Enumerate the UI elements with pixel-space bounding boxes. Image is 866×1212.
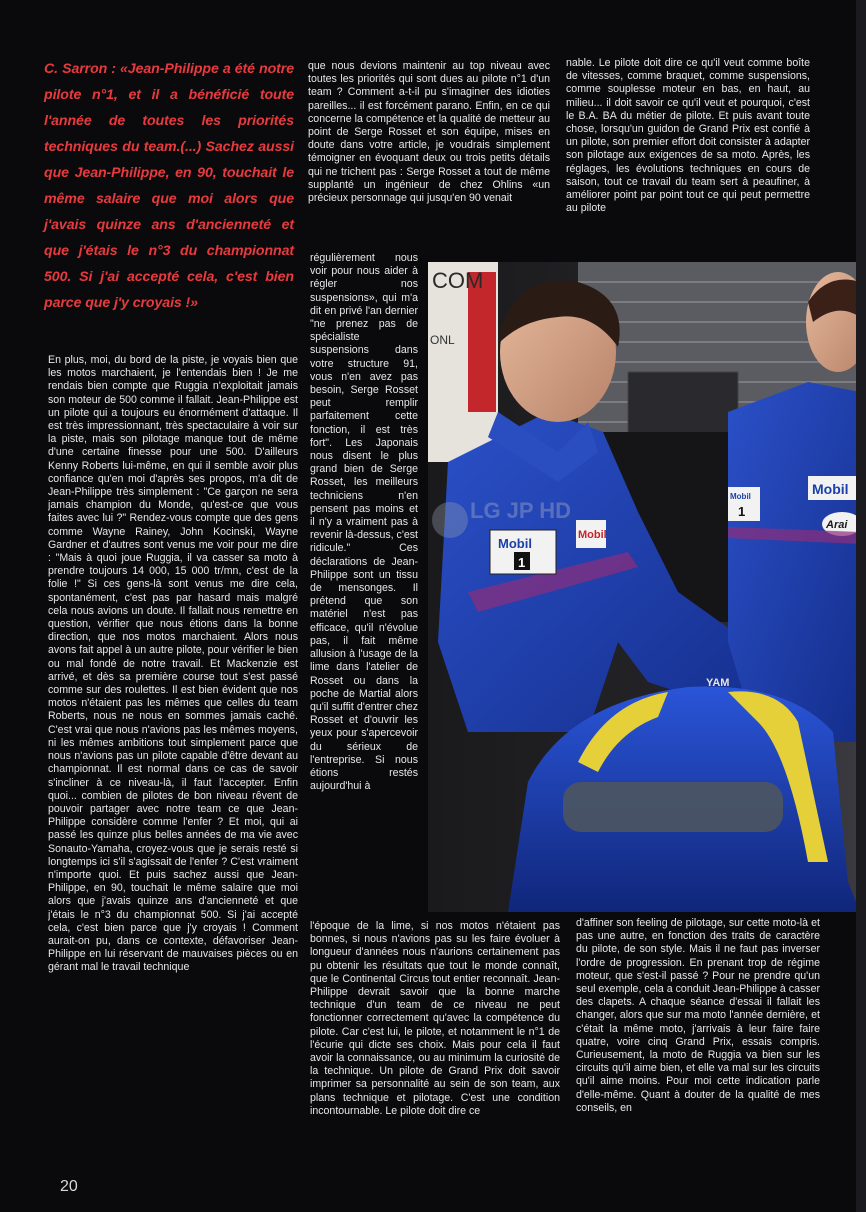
page-edge	[856, 0, 866, 1212]
column-2-bottom-text: l'époque de la lime, si nos motos n'étaient pas bonnes, si nous n'avions pas su les faire évoluer à longueur d'années nous n'aurions certainement pas pu obtenir les résultats que tout le monde connaît, que le Continental Circus tout entier reconnaît. Jean-Philippe devrait savoir que la bonne marche technique d'un team de ce niveau ne peut fonctionner correctement qu'avec la compétence du pilote. Car c'est lui, le pilote, et notamment le n°1 de l'écurie qui dicte ses choix. Mais pour cela il faut avoir la connaissance, ou au minimum la curiosité de la technique. Un pilote de Grand Prix doit savoir imprimer sa personnalité au sein de son team, aux plans technique et pilotage. C'est une condition incontournable. Le pilote doit dire ce	[310, 920, 560, 1117]
team-photo	[428, 262, 860, 912]
badge-number: 1	[518, 555, 526, 570]
right-chest-text: Mobil	[812, 481, 849, 497]
equipment-case	[628, 372, 738, 442]
page-number: 20	[60, 1178, 78, 1195]
article-column-2-top	[308, 60, 550, 250]
column-2-top-text: que nous devions maintenir au top niveau avec toutes les priorités qui sont dues au pilote n°1 d'un team ? Comment a-t-il pu s'imaginer des idioties pareilles... il est forcément parano. Enfin, en ce qui concerne la compétence et la qualité de metteur au point de Serge Rosset et son équipe, mises en doute dans votre article, je voudrais simplement témoigner en évoquant deux ou trois petits détails qui ne trichent pas : Serge Rosset a tout de même supplanté un ingénieur de chez Ohlins «un précieux personnage qui jusqu'en 90 venait	[308, 60, 550, 205]
article-column-3-bottom	[576, 917, 820, 1167]
watermark-text: LG JP HD	[470, 498, 572, 523]
article-column-3-top	[566, 57, 810, 267]
column-3-bottom-text: d'affiner son feeling de pilotage, sur cette moto-là et pas une autre, en fonction des traits de caractère du pilote, de son style. Mais il ne faut pas inverser l'ordre de progression. En prenant trop de régime moteur, que s'est-il passé ? Pour ne prendre qu'un seul exemple, cela a conduit Jean-Philippe à casser des clapets. A chaque séance d'essai il fallait les changer, alors que sur ma moto l'année dernière, et c'était la même moto, j'arrivais à leur faire faire quatre, voire cinq Grand Prix, essais compris. Curieusement, la moto de Ruggia va bien sur les circuits qu'il aime bien, et elle va mal sur les circuits qu'il aime moins. Pour moi cette indication parle d'elle-même. Quant à douter de la qualité de mes conseils, en	[576, 917, 820, 1114]
right-helmet-text: Arai	[826, 519, 848, 531]
photo-illustration	[428, 262, 860, 912]
column-1-text: En plus, moi, du bord de la piste, je voyais bien que les motos marchaient, je l'entendais bien ! Je me rendais bien compte que Ruggia n'exploitait jamais son moteur de 500 comme il fallait. Jean-Philippe est un pilote qui a toujours eu énormément d'attaque. Il est très impressionnant, très spectaculaire à voir sur la piste, mais son pilotage manque tout de même d'une certaine finesse pour une 500. D'ailleurs Kenny Roberts lui-même, en qui il semble avoir plus confiance qu'en moi d'après ses propos, m'a dit de Jean-Philippe très simplement : "Ce garçon ne sera jamais champion du Monde, qu'est-ce que vous faites avec lui ?" Rendez-vous compte que des gens comme Wayne Rainey, John Kocinski, Wayne Gardner et d'autres sont venus me voir pour me dire : "Mais à quoi joue Ruggia, il va casser sa moto à prendre toujours 14 000, 15 000 tr/mn, c'est de la folie !" Si ces gens-là sont venus me dire cela, spontanément, c'est pas par hasard mais malgré cela nous avions un doute. Il fallait nous remettre en question, vérifier que nous étions dans la bonne direction, que nos motos marchaient. Alors nous avons fait appel à un autre pilote, pour vérifier le bien ou mal fondé de notre travail. Et Mackenzie est arrivé, et dès sa première course tout s'est passé comme sur des roulettes. Il est bien évident que nos motos n'étaient pas les mêmes que celles du team Roberts, nous ne nous en sommes jamais caché. C'est vrai que nous n'avions pas les mêmes moyens, ni les mêmes ambitions tout simplement parce que nous n'avions pas un pilote capable d'être devant au championnat. Il est normal dans ce cas de savoir s'incliner à ce niveau-là, il faut l'accepter. Enfin quoi... combien de pilotes de bon niveau rêvent de pouvoir partager avec notre team ce que Jean-Philippe considère comme l'enfer ? Et moi, qui ai passé les quinze plus belles années de ma vie avec Sonauto-Yamaha, croyez-vous que je serais resté si longtemps ici s'il s'agissait de l'enfer ? C'est vraiment n'importe quoi. Et puis sachez aussi que Jean-Philippe, en 90, touchait le même salaire que moi alors que j'avais quinze ans d'ancienneté et que j'étais le n°3 du championnat 500. Si j'ai accepté cela, c'est bien parce que j'y croyais ! Comment aurait-on pu, dans ce contexte, défavoriser Jean-Philippe en lui réservant de mauvaises pièces ou en gérant mal le travail technique	[48, 354, 298, 974]
badge-text: Mobil	[498, 536, 532, 551]
right-sleeve-number: 1	[738, 504, 746, 519]
pull-quote: C. Sarron : «Jean-Philippe a été notre pilote n°1, et il a bénéficié toute l'année de toutes les priorités techniques du team.(...) Sachez aussi que Jean-Philippe, en 90, touchait le même salaire que moi alors que j'avais quinze ans d'ancienneté et que j'étais le n°3 du championnat 500. Si j'ai accepté cela, c'est bien parce que j'y croyais !»	[44, 61, 294, 311]
sign-text: COM	[432, 268, 484, 293]
column-3-top-text: nable. Le pilote doit dire ce qu'il veut comme boîte de vitesses, comme braquet, comme suspensions, comme souplesse moteur en bas, en haut, au milieu... il doit savoir ce qu'il veut et pourquoi, c'est le B.A. BA du métier de pilote. Et puis avant toute chose, lorsqu'un guidon de Grand Prix est confié à un pilote, son premier effort doit consister à adapter son pilotage aux exigences de sa moto. Après, les réglages, les évolutions techniques en cours de saison, tout ce travail du team sert à peaufiner, à améliorer point par point tout ce qui peut permettre au pilote	[566, 57, 810, 215]
article-column-2-bottom	[310, 920, 560, 1172]
bike-text: YAM	[706, 677, 730, 689]
article-column-2-narrow	[310, 252, 418, 917]
right-sleeve-text: Mobil	[730, 492, 751, 501]
chest-text: Mobil	[578, 529, 607, 541]
sign-text-2: ONL	[430, 333, 455, 347]
article-column-1	[48, 354, 298, 1172]
pit-sign	[428, 262, 498, 462]
column-2-narrow-text: régulièrement nous voir pour nous aider à régler nos suspensions», qui m'a dit en privé l'an dernier "ne prenez pas de spécialiste suspensions dans votre structure 91, vous n'en avez pas besoin, Serge Rosset peut remplir parfaitement cette fonction, il est très fort". Les Japonais nous disent le plus grand bien de Serge Rosset, les meilleurs techniciens n'en pensent pas moins et il n'y a vraiment pas à revenir là-dessus, c'est ridicule." Ces déclarations de Jean-Philippe sont un tissu de mensonges. Il prétend que son matériel n'est pas efficace, qu'il n'évolue pas, il fait même allusion à l'usage de la lime dans l'atelier de Rosset ou dans la poche de Martial alors qu'il suffit d'entrer chez Rosset et d'ouvrir les yeux pour s'apercevoir du sérieux de l'entreprise. Si nous étions restés aujourd'hui à	[310, 252, 418, 793]
